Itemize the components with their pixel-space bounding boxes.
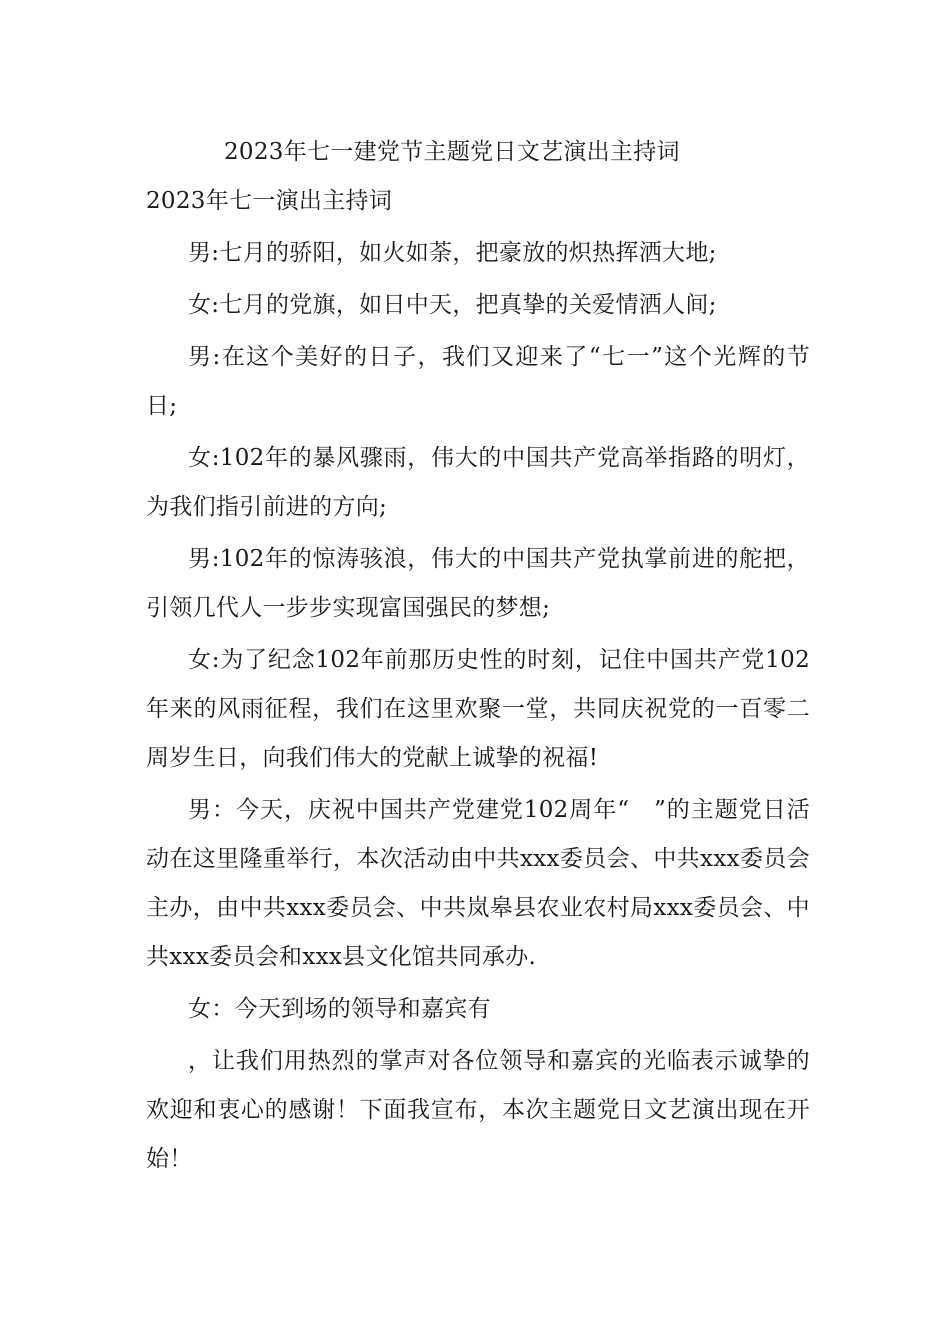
- document-title: 2023年七一建党节主题党日文艺演出主持词: [224, 139, 680, 165]
- paragraph: 男:七月的骄阳，如火如荼，把豪放的炽热挥洒大地;: [188, 240, 717, 266]
- document-body: [146, 128, 810, 1184]
- paragraph: ，让我们用热烈的掌声对各位领导和嘉宾的光临表示诚挚的欢迎和衷心的感谢！下面我宣布，本次主题党日文艺演出现在开始！: [146, 1048, 810, 1172]
- document-subtitle: 2023年七一演出主持词: [146, 188, 393, 214]
- paragraph: 女:七月的党旗，如日中天，把真挚的关爱情洒人间;: [188, 292, 717, 318]
- paragraph: 男：今天，庆祝中国共产党建党102周年“ ”的主题党日活动在这里隆重举行，本次活动由中共xxx委员会、中共xxx委员会主办，由中共xxx委员会、中共岚皋县农业农村局xxx委员会、中共xxx委员会和xxx县文化馆共同承办.: [146, 797, 810, 970]
- paragraph: 男:102年的惊涛骇浪，伟大的中国共产党执掌前进的舵把，引领几代人一步步实现富国强民的梦想;: [146, 546, 810, 621]
- paragraph: 女:102年的暴风骤雨，伟大的中国共产党高举指路的明灯，为我们指引前进的方向;: [146, 445, 810, 520]
- paragraph: 男:在这个美好的日子，我们又迎来了“七一”这个光辉的节日;: [146, 344, 810, 419]
- paragraph: 女:为了纪念102年前那历史性的时刻，记住中国共产党102年来的风雨征程，我们在这里欢聚一堂，共同庆祝党的一百零二周岁生日，向我们伟大的党献上诚挚的祝福!: [146, 647, 810, 771]
- paragraph: 女：今天到场的领导和嘉宾有: [188, 996, 491, 1022]
